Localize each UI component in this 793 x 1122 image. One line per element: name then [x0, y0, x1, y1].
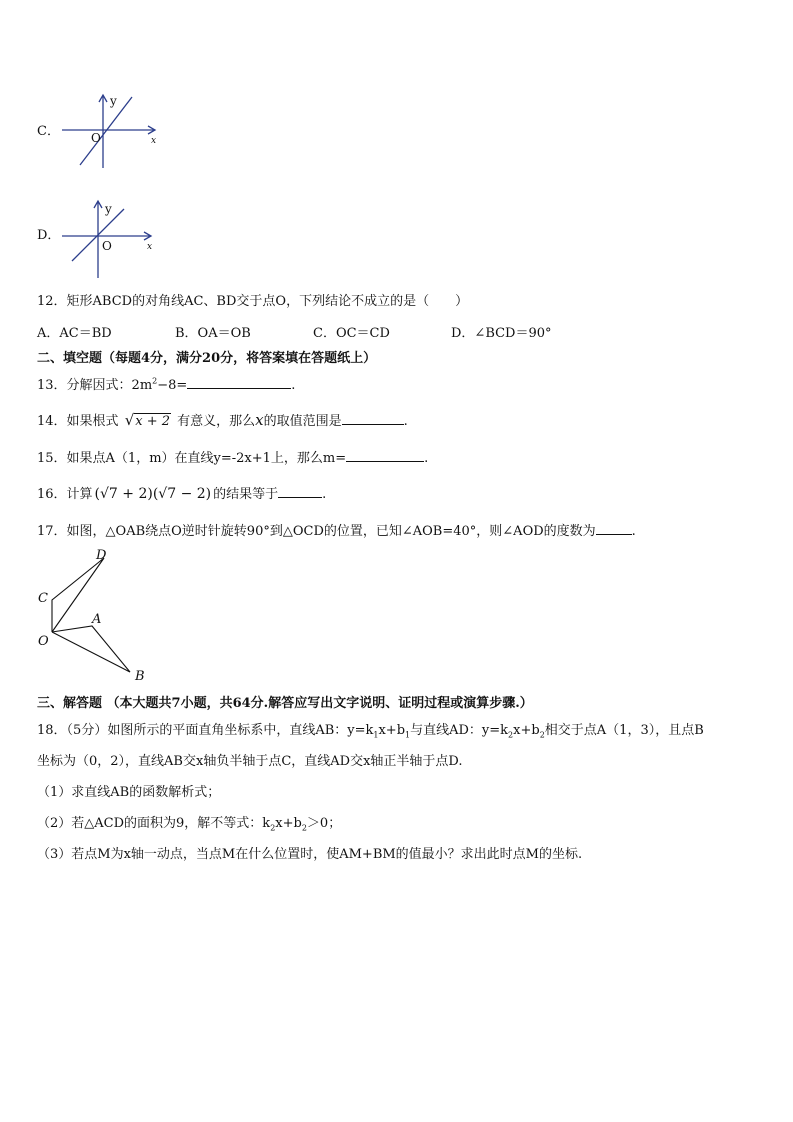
q13-prefix: 13．分解因式：2m: [37, 378, 153, 393]
origin-label: O: [91, 131, 101, 145]
q18-line1-d: x+b: [513, 723, 540, 738]
q18-sub-b2: 2: [539, 730, 545, 740]
y-axis-label: y: [105, 202, 112, 216]
q16-suffix: 的结果等于: [213, 487, 279, 502]
q17-answer-blank[interactable]: [596, 523, 632, 535]
triangle-oab: [52, 626, 130, 672]
label-d: D: [96, 548, 107, 563]
section3-heading: 三、解答题 （本大题共7小题，共64分.解答应写出文字说明、证明过程或演算步骤.）: [37, 696, 533, 711]
radical-sign: √: [124, 411, 135, 429]
q15-text: 15．如果点A（1，m）在直线y=-2x+1上，那么m=: [37, 451, 347, 466]
q13-end: .: [291, 378, 296, 393]
q18-sub-b1: 1: [405, 730, 411, 740]
q14-end: .: [403, 414, 408, 429]
q18-part3: （3）若点M为x轴一动点，当点M在什么位置时，使AM+BM的值最小？求出此时点M的坐标.: [37, 847, 583, 862]
q18-line1-c: 与直线AD：y=k: [410, 723, 509, 738]
option-c-label: C．: [37, 124, 60, 139]
y-axis-label: y: [110, 94, 117, 108]
origin-label: O: [102, 239, 112, 253]
q18-part2-b: x+b: [275, 816, 302, 831]
q18-line1-b: x+b: [378, 723, 406, 738]
q18-part2-sub-k2: 2: [270, 823, 276, 833]
q18-line1-a: 18．（5分）如图所示的平面直角坐标系中，直线AB：y=k: [37, 723, 374, 738]
x-axis-label: x: [147, 242, 153, 252]
label-o: O: [38, 634, 49, 649]
q12-stem: 12．矩形ABCD的对角线AC、BD交于点O，下列结论不成立的是（ ）: [37, 294, 469, 309]
q16-end: .: [322, 487, 327, 502]
q12-option-b: B．OA＝OB: [175, 326, 251, 341]
q12-option-a: A．AC＝BD: [37, 326, 112, 341]
q15-answer-blank[interactable]: [346, 450, 424, 462]
q18-part2-sub-b2: 2: [301, 823, 307, 833]
q17-figure: [34, 546, 164, 686]
q15-end: .: [424, 451, 429, 466]
q16-prefix: 16．计算: [37, 487, 93, 502]
q16: [37, 483, 326, 502]
q18-part2-c: ＞0；: [306, 816, 342, 831]
graph-option-c: [58, 92, 168, 172]
q17: [37, 520, 636, 539]
label-a: A: [92, 612, 102, 627]
q14-prefix: 14．如果根式: [37, 414, 119, 429]
q17-text: 17．如图，△OAB绕点O逆时针旋转90°到△OCD的位置，已知∠AOB=40°，则∠AOD的度数为: [37, 524, 596, 539]
q12-option-c: C．OC＝CD: [313, 326, 390, 341]
q12-option-d: D．∠BCD＝90°: [451, 326, 552, 341]
q18-part2-a: （2）若△ACD的面积为9，解不等式：k: [37, 816, 271, 831]
q14-answer-blank[interactable]: [342, 413, 404, 425]
q13-answer-blank[interactable]: [187, 377, 291, 389]
label-b: B: [135, 669, 145, 684]
q14-var: x: [255, 411, 264, 429]
q15: [37, 447, 428, 466]
section2-heading: 二、填空题（每题4分，满分20分，将答案填在答题纸上）: [37, 351, 377, 366]
q16-answer-blank[interactable]: [278, 486, 322, 498]
q14: [37, 410, 408, 429]
label-c: C: [38, 591, 48, 606]
q14-radicand: x + 2: [135, 414, 171, 429]
q14-mid: 有意义，那么: [177, 414, 256, 429]
q18-sub-k1: 1: [373, 730, 379, 740]
q18-line1: [37, 719, 704, 740]
q16-expression: (√7 + 2)(√7 − 2): [94, 486, 212, 502]
q13-suffix: −8=: [157, 378, 188, 393]
q18-part2: [37, 812, 341, 833]
q13-exponent: 2: [152, 376, 158, 386]
graph-option-d: [58, 198, 168, 278]
q18-line2: 坐标为（0，2），直线AB交x轴负半轴于点C，直线AD交x轴正半轴于点D.: [37, 754, 463, 769]
q14-suffix: 的取值范围是: [263, 414, 342, 429]
q13: [37, 374, 295, 393]
q17-end: .: [631, 524, 636, 539]
q18-sub-k2: 2: [508, 730, 514, 740]
x-axis-label: x: [151, 136, 157, 146]
q18-line1-e: 相交于点A（1，3），且点B: [544, 723, 704, 738]
function-line: [80, 97, 132, 165]
option-d-label: D．: [37, 228, 61, 243]
q14-radical: [125, 411, 171, 429]
q18-part1: （1）求直线AB的函数解析式；: [37, 785, 221, 800]
